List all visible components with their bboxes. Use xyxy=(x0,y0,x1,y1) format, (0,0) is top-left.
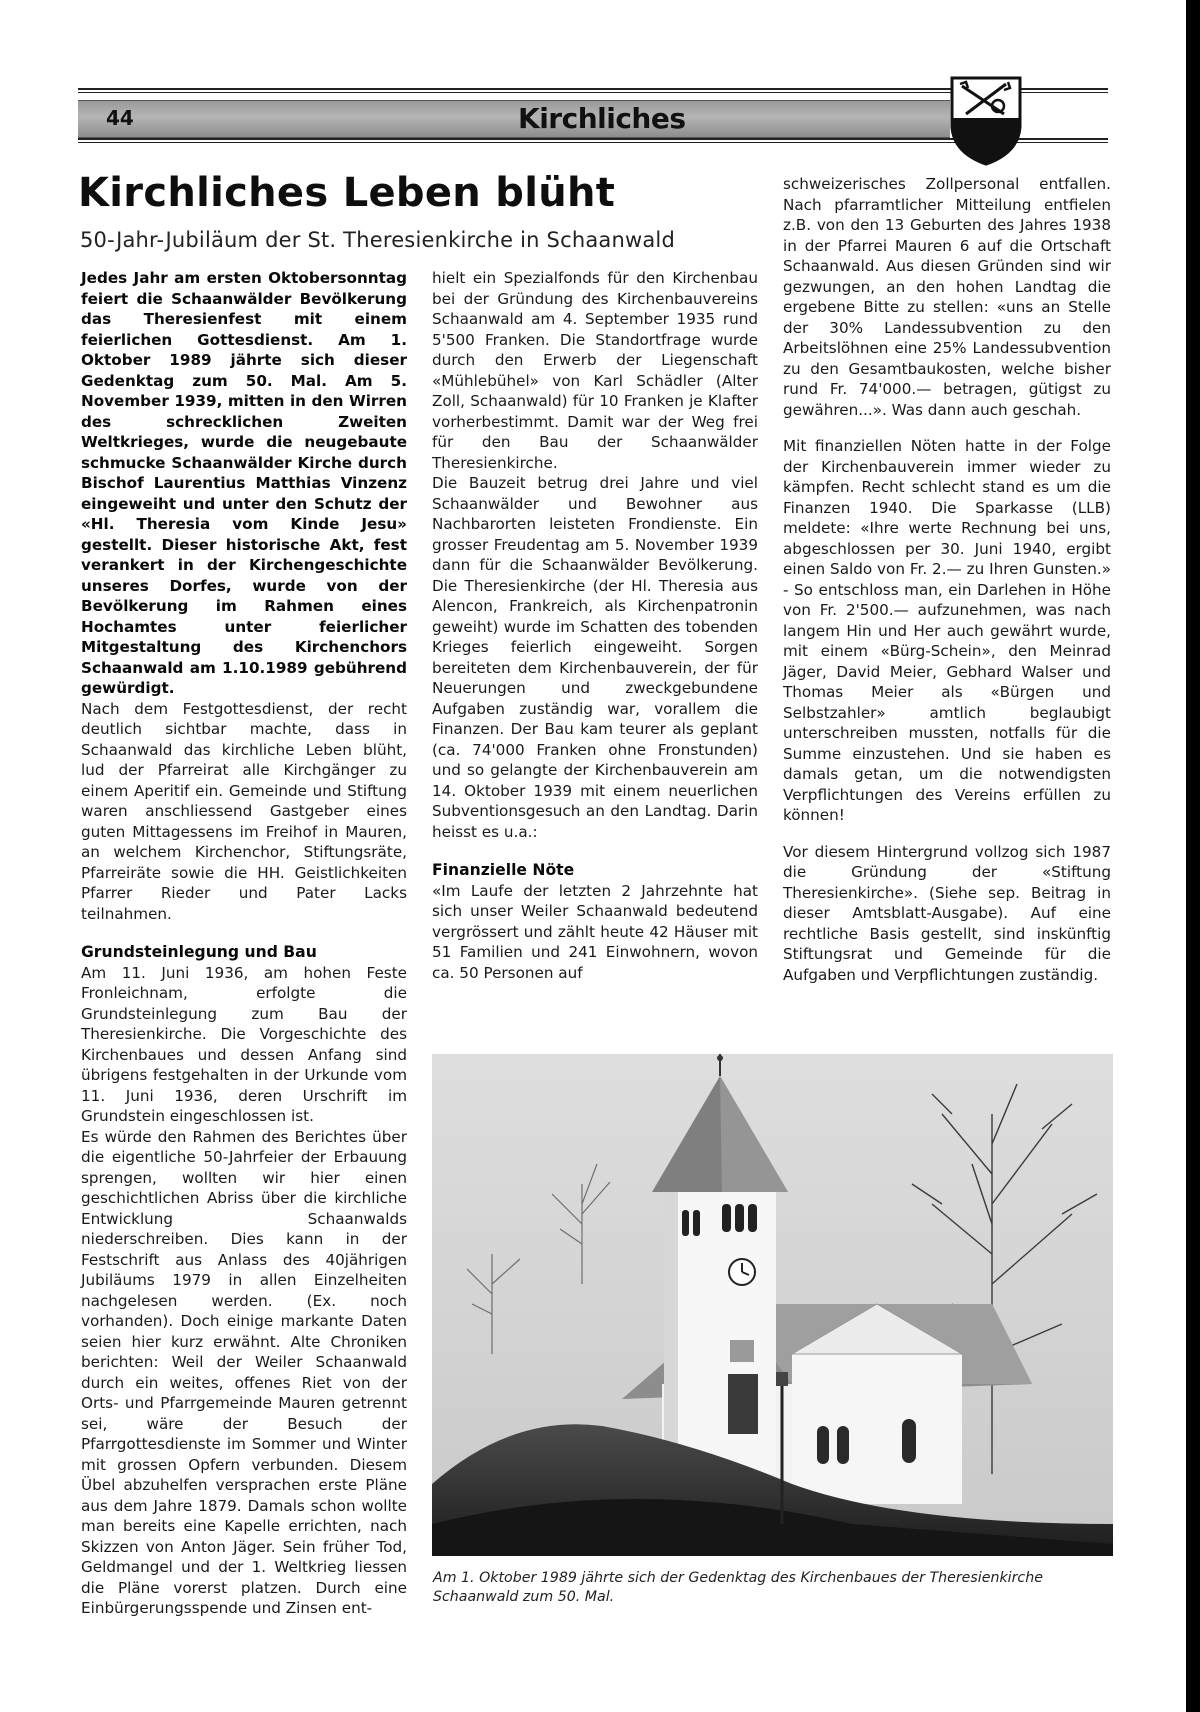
article-title: Kirchliches Leben blüht xyxy=(78,170,616,216)
paragraph-rahmen: Es würde den Rahmen des Berichtes über die eigentliche 50-Jahrfeier der Erbauung sprengen, wollten wir hier einen geschichtlichen Abriss über die kirchliche Entwicklung Schaanwalds niederschreiben. Dies kann in der Festschrift aus Anlass des 40jährigen Jubiläums 1979 in allen Einzelheiten nachgelesen werden. (Ex. noch vorhanden). Doch einige markante Daten seien hier kurz erwähnt. Alte Chroniken berichten: Weil der Weiler Schaanwald durch ein weites, offenes Riet von der Orts- und Pfarrgemeinde Mauren getrennt sei, wäre der Besuch der Pfarrgottesdienste im Sommer und Winter mit grossen Opfern verbunden. Diesem Übel abzuhelfen versprachen erste Pläne aus dem Jahre 1879. Damals schon wollte man bereits eine Kapelle errichten, nach Skizzen von Anton Jäger. Sein früher Tod, Geldmangel und der 1. Weltkrieg liessen die Pläne vorerst platzen. Durch eine Einbürgerungsspende und Zinsen ent- xyxy=(81,1127,407,1617)
paragraph-spezialfonds: hielt ein Spezialfonds für den Kirchenbau bei der Gründung des Kirchenbauvereins Schaanwald am 4. September 1935 rund 5'500 Franken. Die Standortfrage wurde durch den Erwerb der Liegenschaft «Mühlebühel» von Karl Schädler (Alter Zoll, Schaanwald) für 10 Franken je Klafter vorherbestimmt. Damit war der Weg frei für den Bau der Schaanwälder Theresienkirche. xyxy=(432,269,758,472)
paragraph-festgottesdienst: Nach dem Festgottesdienst, der recht deutlich sichtbar machte, dass in Schaanwald das kirchliche Leben blüht, lud der Pfarreirat alle Kirchgänger zu einem Aperitif ein. Gemeinde und Stiftung waren anschliessend Gastgeber eines guten Mittagessens im Freihof in Mauren, an welchem Kirchenchor, Stiftungsräte, Pfarreiräte sowie die HH. Geistlichkeiten Pfarrer Rieder und Pater Lacks teilnahmen. xyxy=(81,699,407,923)
paragraph-bauzeit: Die Bauzeit betrug drei Jahre und viel Schaanwälder und Bewohner aus Nachbarorten leisteten Frondienste. Ein grosser Freudentag am 5. November 1939 dann für die Schaanwälder Bevölkerung. Die Theresienkirche (der Hl. Theresia aus Alencon, Frankreich, als Kirchenpatronin geweiht) wurde im Schatten des tobenden Krieges feierlich eingeweiht. Sorgen bereiteten dem Kirchenbauverein, der für Neuerungen und zweckgebundene Aufgaben zuständig war, vorallem die Finanzen. Der Bau kam teurer als geplant (ca. 74'000 Franken ohne Fronstunden) und so gelangte der Kirchenbauverein am 14. Oktober 1939 mit einem neuerlichen Subventionsgesuch an den Landtag. Darin heisst es u.a.: xyxy=(432,474,758,841)
page-header xyxy=(78,100,950,138)
photo-caption: Am 1. Oktober 1989 jährte sich der Gedenktag des Kirchenbaues der Theresienkirche Schaanwald zum 50. Mal. xyxy=(433,1570,1043,1605)
paragraph-noeten: Mit finanziellen Nöten hatte in der Folge der Kirchenbauverein immer wieder zu kämpfen. Recht schlecht stand es um die Finanzen 1940. Die Sparkasse (LLB) meldete: «Ihre werte Rechnung bei uns, abgeschlossen per 30. Juni 1940, ergibt einen Saldo von Fr. 2.— zu Ihren Gunsten.» - So entschloss man, ein Darlehen in Höhe von Fr. 2'500.— aufzunehmen, was nach langem Hin und Her auch gewährt wurde, mit einem «Bürg-Schein», den Meinrad Jäger, David Meier, Gebhard Walser und Thomas Meier als «Bürgen und Selbstzahler» amtlich beglaubigt unterschreiben mussten, notfalls für die Summe einzustehen. Und sie haben es damals getan, um die notwendigsten Verpflichtungen des Vereins erfüllen zu können! xyxy=(783,437,1111,824)
text-column-1 xyxy=(81,268,407,1619)
text-column-3 xyxy=(783,174,1111,985)
paragraph-stiftung: Vor diesem Hintergrund vollzog sich 1987 die Gründung der «Stiftung Theresienkirche». (Siehe sep. Beitrag in dieser Amtsblatt-Ausgabe). Auf eine rechtliche Basis gestellt, sind inskünftig Stiftungsrat und Gemeinde für die Aufgaben und Verpflichtungen zuständig. xyxy=(783,842,1111,984)
lead-paragraph: Jedes Jahr am ersten Oktobersonntag feiert die Schaanwälder Bevölkerung das Theresienfest mit einem feierlichen Gottesdienst. Am 1. Oktober 1989 jährte sich dieser Gedenktag zum 50. Mal. Am 5. November 1939, mitten in den Wirren des schrecklichen Zweiten Weltkrieges, wurde die neugebaute schmucke Schaanwälder Kirche durch Bischof Laurentius Matthias Vinzenz eingeweiht und unter den Schutz der «Hl. Theresia vom Kinde Jesu» gestellt. Dieser historische Akt, fest verankert in der Kirchengeschichte unseres Dorfes, wurde von der Bevölkerung im Rahmen eines Hochamtes unter feierlicher Mitgestaltung des Kirchenchors Schaanwald am 1.10.1989 gebührend gewürdigt. xyxy=(81,269,407,697)
paragraph-finanzen-part-2: schweizerisches Zollpersonal entfallen. Nach pfarramtlicher Mitteilung entfielen z.B. von den 13 Geburten des Jahres 1938 in der Pfarrei Mauren 6 auf die Ortschaft Schaanwald. Aus diesen Gründen sind wir gezwungen, an den hohen Landtag die ergebene Bitte zu stellen: «uns an Stelle der 30% Landessubvention zu den Arbeitslöhnen eine 25% Landessubvention zu den Gesamtbaukosten, welche bisher rund Fr. 74'000.— betragen, gütigst zu gewähren...». Was dann auch geschah. xyxy=(783,175,1111,419)
crossed-keys-crest-icon xyxy=(948,74,1024,166)
subheading-grundsteinlegung: Grundsteinlegung und Bau xyxy=(81,943,317,961)
paragraph-grundsteinlegung: Am 11. Juni 1936, am hohen Feste Fronleichnam, erfolgte die Grundsteinlegung zum Bau der Theresienkirche. Die Vorgeschichte des Kirchenbaues und dessen Anfang sind übrigens festgehalten in der Urkunde vom 11. Juni 1936, deren Urschrift im Grundstein eingeschlossen ist. xyxy=(81,963,407,1125)
church-photo xyxy=(432,1054,1113,1556)
text-column-2 xyxy=(432,268,758,983)
page-number: 44 xyxy=(106,106,134,130)
article-subtitle: 50-Jahr-Jubiläum der St. Theresienkirche in Schaanwald xyxy=(80,228,675,252)
page-edge xyxy=(1186,0,1200,1712)
section-title: Kirchliches xyxy=(518,102,686,135)
paragraph-finanzen-part-1: «Im Laufe der letzten 2 Jahrzehnte hat sich unser Weiler Schaanwald bedeutend vergrössert und zählt heute 42 Häuser mit 51 Familien und 241 Einwohnern, wovon ca. 50 Personen auf xyxy=(432,881,758,982)
subheading-finanzielle-noete: Finanzielle Nöte xyxy=(432,861,575,879)
